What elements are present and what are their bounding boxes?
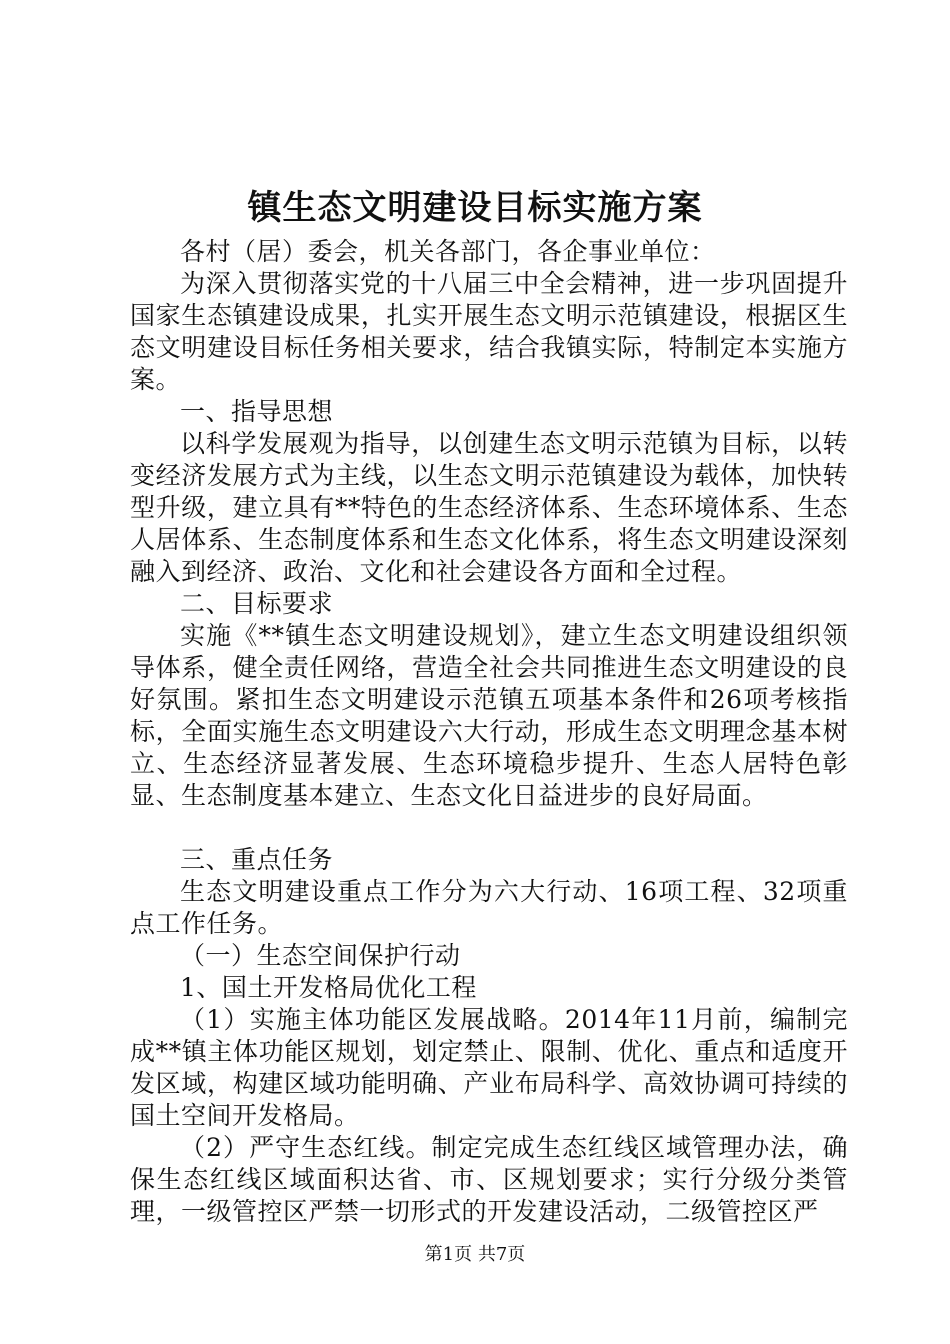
subsection-heading-1: （一）生态空间保护行动 bbox=[180, 941, 461, 970]
section-heading-guiding-ideology: 一、指导思想 bbox=[180, 397, 334, 426]
blank-line bbox=[130, 812, 848, 844]
list-item-1: （1）实施主体功能区发展战略。2014年11月前，编制完成**镇主体功能区规划，划定禁止、限制、优化、重点和适度开发区域，构建区域功能明确、产业布局科学、高效协调可持续的国土空间开发格局。 bbox=[130, 1005, 848, 1130]
paragraph-guiding-ideology: 以科学发展观为指导，以创建生态文明示范镇为目标，以转变经济发展方式为主线，以生态文明示范镇建设为载体，加快转型升级，建立具有**特色的生态经济体系、生态环境体系、生态人居体系、生态制度体系和生态文化体系，将生态文明建设深刻融入到经济、政治、文化和社会建设各方面和全过程。 bbox=[130, 429, 848, 586]
document-title: 镇生态文明建设目标实施方案 bbox=[247, 188, 703, 228]
section-heading-goals: 二、目标要求 bbox=[180, 589, 334, 618]
paragraph-key-tasks: 生态文明建设重点工作分为六大行动、16项工程、32项重点工作任务。 bbox=[130, 877, 848, 938]
paragraph-intro: 为深入贯彻落实党的十八届三中全会精神，进一步巩固提升国家生态镇建设成果，扎实开展生态文明示范镇建设，根据区生态文明建设目标任务相关要求，结合我镇实际，特制定本实施方案。 bbox=[130, 269, 848, 394]
paragraph-goals: 实施《**镇生态文明建设规划》，建立生态文明建设组织领导体系，健全责任网络，营造全社会共同推进生态文明建设的良好氛围。紧扣生态文明建设示范镇五项基本条件和26项考核指标，全面实施生态文明建设六大行动，形成生态文明理念基本树立、生态经济显著发展、生态环境稳步提升、生态人居特色彰显、生态制度基本建立、生态文化日益进步的良好局面。 bbox=[130, 621, 848, 810]
subsection-heading-1-1: 1、国土开发格局优化工程 bbox=[180, 973, 477, 1002]
page-footer: 第1页 共7页 bbox=[424, 1244, 526, 1265]
salutation: 各村（居）委会，机关各部门，各企事业单位： bbox=[180, 237, 716, 266]
document-body bbox=[130, 236, 848, 1228]
section-heading-key-tasks: 三、重点任务 bbox=[180, 845, 334, 874]
list-item-2: （2）严守生态红线。制定完成生态红线区域管理办法，确保生态红线区域面积达省、市、区规划要求；实行分级分类管理，一级管控区严禁一切形式的开发建设活动，二级管控区严 bbox=[130, 1133, 848, 1226]
